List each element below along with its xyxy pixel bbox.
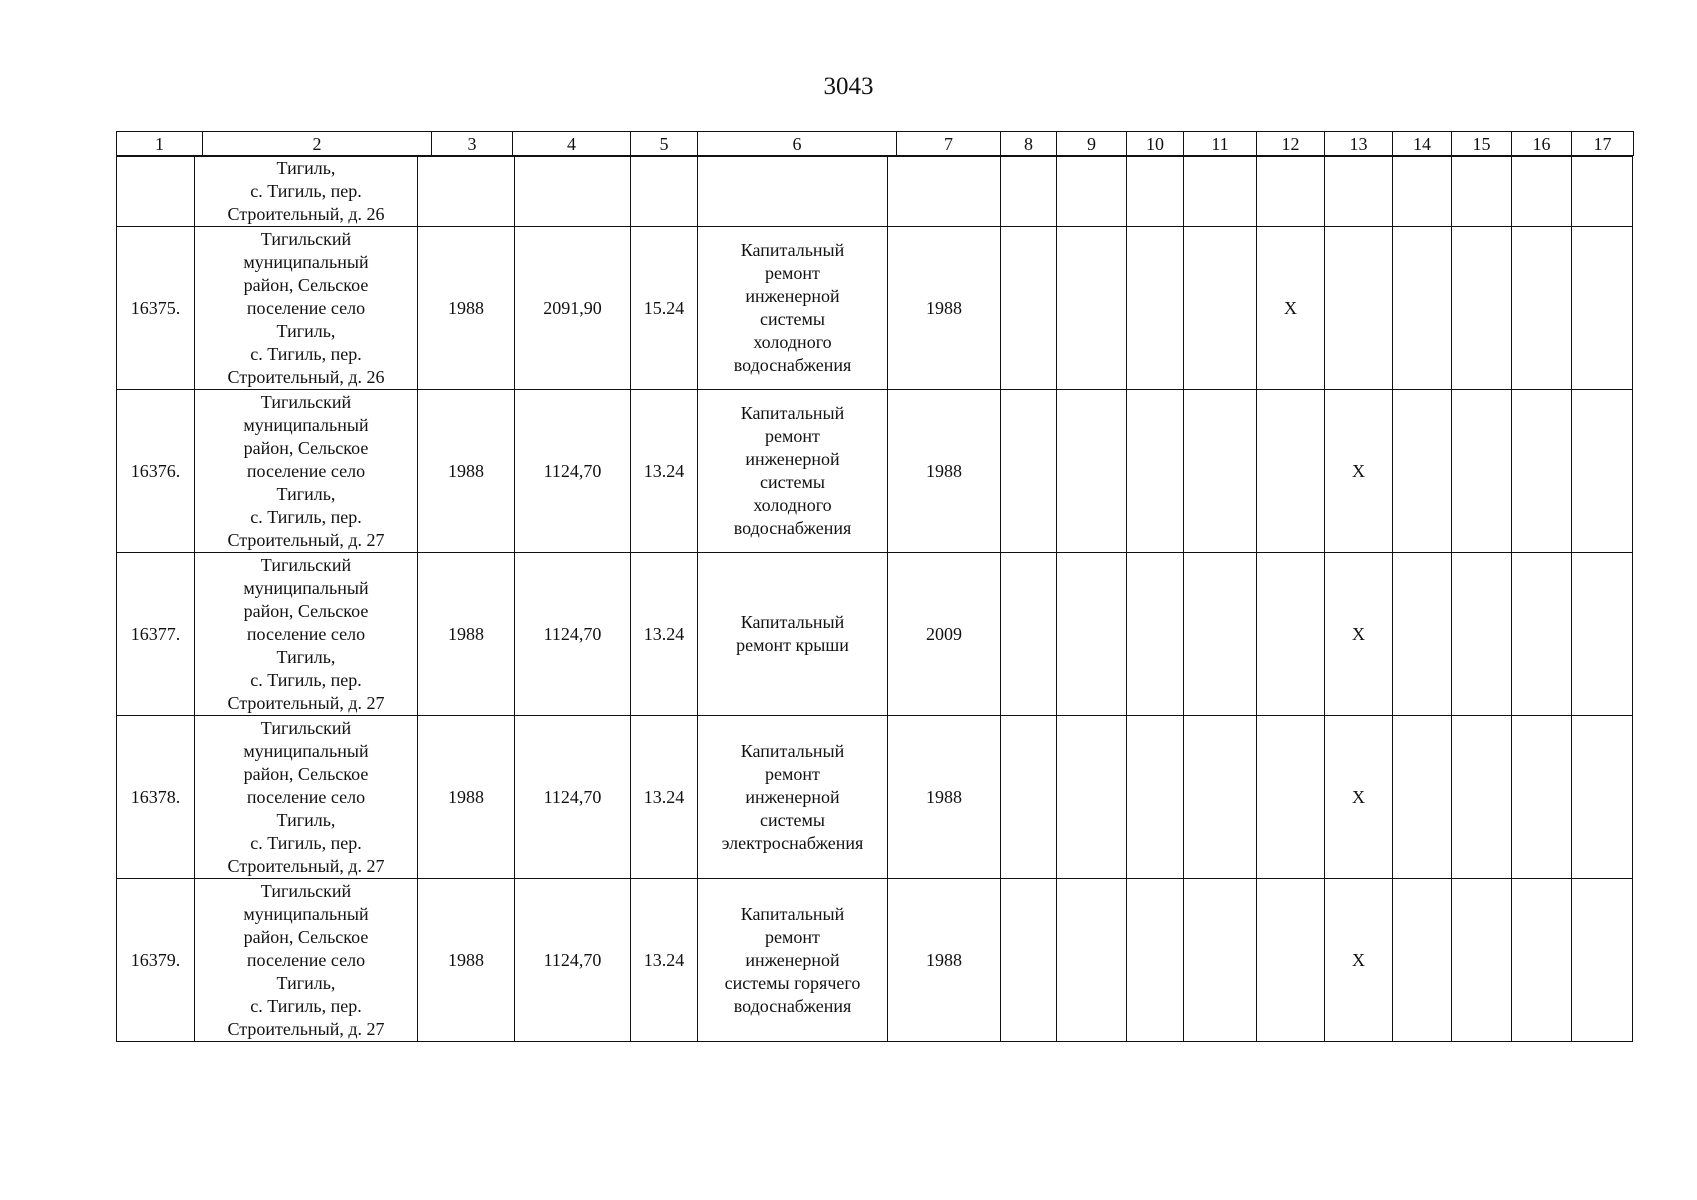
table-cell <box>1057 716 1127 879</box>
column-header: 6 <box>698 132 897 156</box>
column-header: 16 <box>1512 132 1572 156</box>
area-cell: 1124,70 <box>515 390 631 553</box>
table-cell <box>1001 879 1057 1042</box>
table-cell <box>1452 716 1512 879</box>
mark-cell-13: X <box>1325 716 1393 879</box>
table-cell <box>1452 227 1512 390</box>
address-cell: Тигильский муниципальный район, Сельское поселение село Тигиль, с. Тигиль, пер. Строительный, д. 27 <box>195 879 418 1042</box>
column-header: 9 <box>1057 132 1127 156</box>
year-cell: 1988 <box>418 716 515 879</box>
table-cell <box>1057 157 1127 227</box>
table-row <box>117 716 1633 879</box>
mark-cell-13 <box>1325 227 1393 390</box>
table-cell <box>1512 390 1572 553</box>
table-cell <box>1452 157 1512 227</box>
table-cell <box>1127 879 1184 1042</box>
table-cell <box>1393 879 1452 1042</box>
address-cell: Тигильский муниципальный район, Сельское поселение село Тигиль, с. Тигиль, пер. Строительный, д. 26 <box>195 227 418 390</box>
table-row <box>117 227 1633 390</box>
year-cell: 1988 <box>418 553 515 716</box>
table-cell <box>1001 390 1057 553</box>
table-cell <box>1393 157 1452 227</box>
address-cell: Тигиль, с. Тигиль, пер. Строительный, д. 26 <box>195 157 418 227</box>
table-cell <box>515 157 631 227</box>
work-type-cell: Капитальный ремонт инженерной системы холодного водоснабжения <box>698 390 888 553</box>
table-cell <box>1057 227 1127 390</box>
table-cell <box>1393 716 1452 879</box>
work-year-cell: 1988 <box>888 716 1001 879</box>
table-cell <box>1512 227 1572 390</box>
table-row <box>117 553 1633 716</box>
table-cell <box>1001 553 1057 716</box>
work-type-cell: Капитальный ремонт инженерной системы холодного водоснабжения <box>698 227 888 390</box>
row-number-cell: 16378. <box>117 716 195 879</box>
table-cell <box>1572 390 1633 553</box>
table-cell <box>1512 716 1572 879</box>
mark-cell-12: X <box>1257 227 1325 390</box>
row-number-cell: 16379. <box>117 879 195 1042</box>
table-cell <box>1057 879 1127 1042</box>
table-cell <box>1127 553 1184 716</box>
work-type-cell: Капитальный ремонт крыши <box>698 553 888 716</box>
table-cell <box>1512 553 1572 716</box>
table-cell <box>1184 390 1257 553</box>
mark-cell-12 <box>1257 879 1325 1042</box>
column-header: 7 <box>897 132 1001 156</box>
column-header: 13 <box>1325 132 1393 156</box>
table-cell <box>1393 553 1452 716</box>
table-cell <box>1184 553 1257 716</box>
mark-cell-12 <box>1257 716 1325 879</box>
code-cell: 13.24 <box>631 879 698 1042</box>
table-cell <box>1512 157 1572 227</box>
table-cell <box>1572 879 1633 1042</box>
code-cell: 13.24 <box>631 716 698 879</box>
table-row <box>117 157 1633 227</box>
column-header: 2 <box>203 132 432 156</box>
table-cell <box>1001 716 1057 879</box>
table-cell <box>418 157 515 227</box>
column-header: 10 <box>1127 132 1184 156</box>
table-cell <box>631 157 698 227</box>
table-cell <box>1452 390 1512 553</box>
code-cell: 13.24 <box>631 553 698 716</box>
area-cell: 2091,90 <box>515 227 631 390</box>
area-cell: 1124,70 <box>515 553 631 716</box>
year-cell: 1988 <box>418 390 515 553</box>
table-cell <box>1393 390 1452 553</box>
table-cell <box>1127 390 1184 553</box>
column-header: 5 <box>631 132 698 156</box>
row-number-cell: 16375. <box>117 227 195 390</box>
table-cell <box>1325 157 1393 227</box>
data-table <box>116 156 1633 1042</box>
column-header: 1 <box>117 132 203 156</box>
table-cell <box>1572 157 1633 227</box>
table-cell <box>1057 390 1127 553</box>
table-cell <box>1184 227 1257 390</box>
row-number-cell <box>117 157 195 227</box>
table-cell <box>698 157 888 227</box>
address-cell: Тигильский муниципальный район, Сельское поселение село Тигиль, с. Тигиль, пер. Строительный, д. 27 <box>195 716 418 879</box>
table-cell <box>888 157 1001 227</box>
work-year-cell: 1988 <box>888 879 1001 1042</box>
table-cell <box>1127 157 1184 227</box>
table-cell <box>1572 227 1633 390</box>
row-number-cell: 16377. <box>117 553 195 716</box>
area-cell: 1124,70 <box>515 879 631 1042</box>
table-cell <box>1184 879 1257 1042</box>
column-header: 11 <box>1184 132 1257 156</box>
column-header: 8 <box>1001 132 1057 156</box>
table-cell <box>1057 553 1127 716</box>
column-header: 17 <box>1572 132 1634 156</box>
header-row <box>117 132 1634 156</box>
table-cell <box>1127 227 1184 390</box>
table-cell <box>1001 157 1057 227</box>
column-header: 15 <box>1452 132 1512 156</box>
column-header: 14 <box>1393 132 1452 156</box>
work-type-cell: Капитальный ремонт инженерной системы электроснабжения <box>698 716 888 879</box>
table-cell <box>1572 553 1633 716</box>
mark-cell-12 <box>1257 390 1325 553</box>
table-cell <box>1184 157 1257 227</box>
table-cell <box>1572 716 1633 879</box>
table-row <box>117 390 1633 553</box>
address-cell: Тигильский муниципальный район, Сельское поселение село Тигиль, с. Тигиль, пер. Строительный, д. 27 <box>195 553 418 716</box>
year-cell: 1988 <box>418 227 515 390</box>
table-row <box>117 879 1633 1042</box>
table-cell <box>1452 553 1512 716</box>
column-header: 12 <box>1257 132 1325 156</box>
work-year-cell: 1988 <box>888 227 1001 390</box>
mark-cell-13: X <box>1325 879 1393 1042</box>
code-cell: 13.24 <box>631 390 698 553</box>
code-cell: 15.24 <box>631 227 698 390</box>
column-header-table <box>116 131 1634 156</box>
page-number: 3043 <box>823 73 874 100</box>
column-header: 4 <box>513 132 631 156</box>
mark-cell-12 <box>1257 553 1325 716</box>
table-cell <box>1512 879 1572 1042</box>
table-cell <box>1452 879 1512 1042</box>
year-cell: 1988 <box>418 879 515 1042</box>
table-cell <box>1001 227 1057 390</box>
table-cell <box>1127 716 1184 879</box>
table-cell <box>1257 157 1325 227</box>
work-year-cell: 2009 <box>888 553 1001 716</box>
area-cell: 1124,70 <box>515 716 631 879</box>
table-cell <box>1184 716 1257 879</box>
address-cell: Тигильский муниципальный район, Сельское поселение село Тигиль, с. Тигиль, пер. Строительный, д. 27 <box>195 390 418 553</box>
column-header: 3 <box>432 132 513 156</box>
work-type-cell: Капитальный ремонт инженерной системы горячего водоснабжения <box>698 879 888 1042</box>
work-year-cell: 1988 <box>888 390 1001 553</box>
mark-cell-13: X <box>1325 390 1393 553</box>
table-cell <box>1393 227 1452 390</box>
row-number-cell: 16376. <box>117 390 195 553</box>
mark-cell-13: X <box>1325 553 1393 716</box>
